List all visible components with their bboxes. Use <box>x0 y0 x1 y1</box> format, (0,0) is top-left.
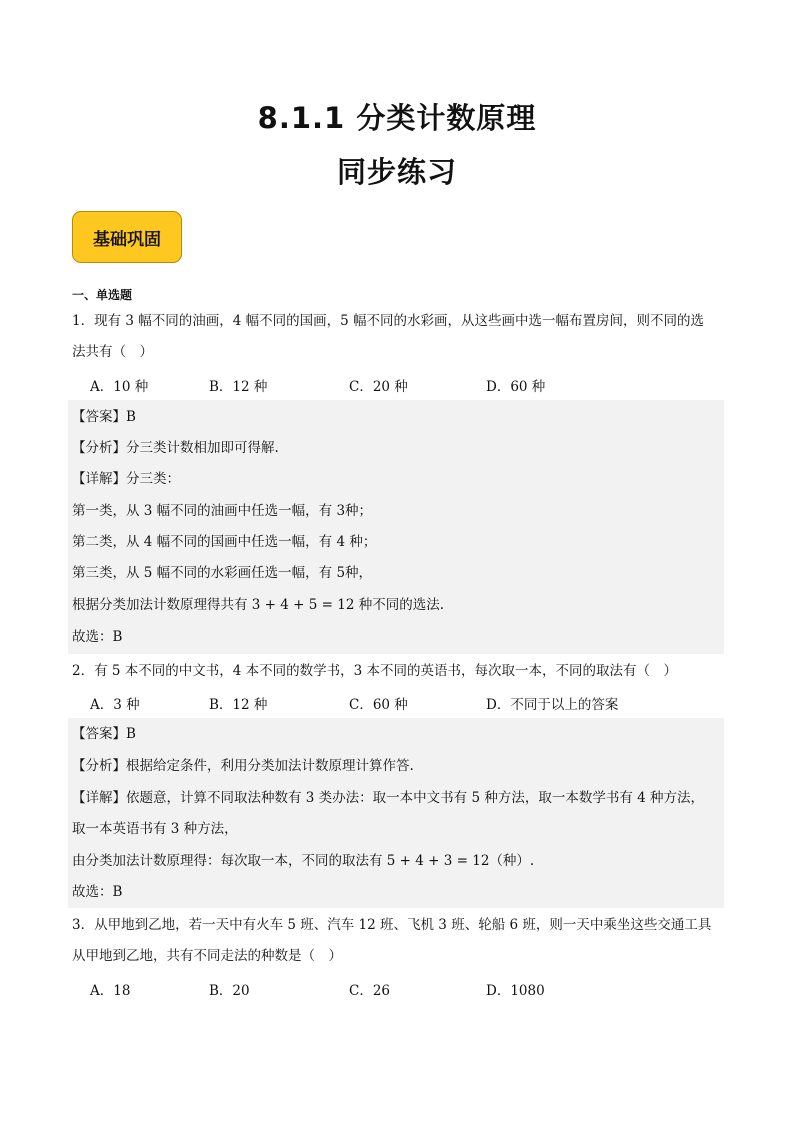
q3-stem-line1: 3．从甲地到乙地，若一天中有火车 5 班、汽车 12 班、飞机 3 班、轮船 6 班，则一天中乘坐这些交通工具 <box>72 917 712 933</box>
q1-detail-line: 第一类，从 3 幅不同的油画中任选一幅，有 3种； <box>72 503 373 519</box>
q3-stem-line2: 从甲地到乙地，共有不同走法的种数是（ ） <box>72 948 342 964</box>
q1-options <box>72 375 722 393</box>
q2-detail: 【详解】依题意，计算不同取法种数有 3 类办法：取一本中文书有 5 种方法，取一本数学书有 4 种方法， <box>72 790 705 806</box>
q1-conclusion: 故选：B <box>72 629 123 645</box>
q3-option-b: B．20 <box>209 983 250 999</box>
section-heading: 一、单选题 <box>72 288 133 302</box>
q2-option-c: C．60 种 <box>349 697 408 713</box>
q2-conclusion: 故选：B <box>72 884 123 900</box>
q1-option-b: B．12 种 <box>209 379 268 395</box>
page-subtitle: 同步练习 <box>336 155 457 189</box>
q1-option-d: D．60 种 <box>486 379 546 395</box>
q3-option-a: A．18 <box>90 983 131 999</box>
q1-stem-line2: 法共有（ ） <box>72 344 153 360</box>
q1-option-c: C．20 种 <box>349 379 408 395</box>
q2-detail-line: 取一本英语书有 3 种方法， <box>72 821 238 837</box>
q2-analysis: 【分析】根据给定条件，利用分类加法计数原理计算作答. <box>72 758 414 774</box>
q1-option-a: A．10 种 <box>90 379 149 395</box>
q1-detail-line: 第二类，从 4 幅不同的国画中任选一幅，有 4 种； <box>72 534 377 550</box>
q3-options <box>72 979 722 997</box>
page-title: 8.1.1 分类计数原理 <box>257 101 537 135</box>
q1-detail: 【详解】分三类： <box>72 471 180 487</box>
q2-option-b: B．12 种 <box>209 697 268 713</box>
q2-options <box>72 693 722 711</box>
q3-option-d: D．1080 <box>486 983 545 999</box>
q1-stem-line1: 1．现有 3 幅不同的油画，4 幅不同的国画，5 幅不同的水彩画，从这些画中选一幅布置房间，则不同的选 <box>72 313 705 329</box>
q1-answer: 【答案】B <box>72 409 136 425</box>
q1-detail-line: 根据分类加法计数原理得共有 3 + 4 + 5 = 12 种不同的选法. <box>72 597 445 613</box>
q2-option-a: A．3 种 <box>90 697 140 713</box>
q2-option-d: D．不同于以上的答案 <box>486 697 619 713</box>
q3-option-c: C．26 <box>349 983 391 999</box>
q1-answer-box <box>68 400 724 654</box>
q1-detail-line: 第三类，从 5 幅不同的水彩画任选一幅，有 5种， <box>72 565 373 581</box>
q2-detail-line: 由分类加法计数原理得：每次取一本，不同的取法有 5 + 4 + 3 = 12（种）. <box>72 853 535 869</box>
q2-answer-box <box>68 718 724 908</box>
q2-stem-line1: 2．有 5 本不同的中文书，4 本不同的数学书，3 本不同的英语书，每次取一本，不同的取法有（ ） <box>72 663 678 679</box>
section-badge: 基础巩固 <box>72 211 182 263</box>
q1-analysis: 【分析】分三类计数相加即可得解. <box>72 440 279 456</box>
q2-answer: 【答案】B <box>72 726 136 742</box>
